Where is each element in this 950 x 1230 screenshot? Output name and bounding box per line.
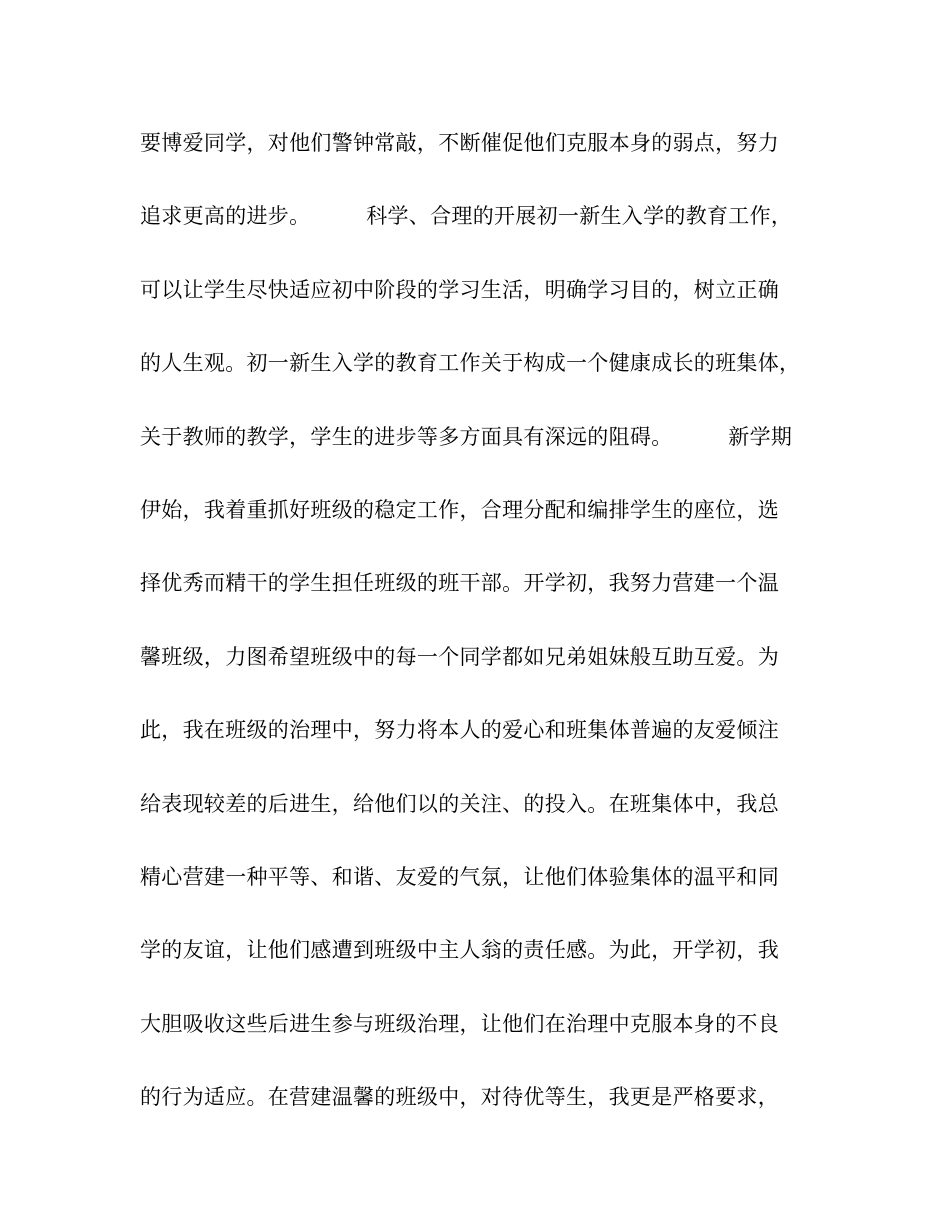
text-line-7: 择优秀而精干的学生担任班级的班干部。开学初，我努力营建一个温	[140, 571, 779, 596]
text-line-2: 追求更高的进步。 科学、合理的开展初一新生入学的教育工作，	[140, 204, 793, 229]
text-line-9: 此，我在班级的治理中，努力将本人的爱心和班集体普遍的友爱倾注	[140, 718, 779, 743]
text-line-5: 关于教师的教学，学生的进步等多方面具有深远的阻碍。 新学期	[140, 424, 793, 449]
text-line-6: 伊始，我着重抓好班级的稳定工作，合理分配和编排学生的座位，选	[140, 497, 779, 522]
text-line-8: 馨班级，力图希望班级中的每一个同学都如兄弟姐妹般互助互爱。为	[140, 644, 779, 669]
text-line-12: 学的友谊，让他们感遭到班级中主人翁的责任感。为此，开学初，我	[140, 938, 779, 963]
text-line-13: 大胆吸收这些后进生参与班级治理，让他们在治理中克服本身的不良	[140, 1011, 779, 1036]
text-line-10: 给表现较差的后进生，给他们以的关注、的投入。在班集体中，我总	[140, 791, 779, 816]
text-line-4: 的人生观。初一新生入学的教育工作关于构成一个健康成长的班集体，	[140, 351, 801, 376]
text-line-14: 的行为适应。在营建温馨的班级中，对待优等生，我更是严格要求，	[140, 1085, 779, 1110]
text-line-11: 精心营建一种平等、和谐、友爱的气氛，让他们体验集体的温平和同	[140, 864, 779, 889]
text-line-3: 可以让学生尽快适应初中阶段的学习生活，明确学习目的，树立正确	[140, 277, 779, 302]
body-text	[140, 122, 820, 1149]
text-line-1: 要博爱同学，对他们警钟常敲，不断催促他们克服本身的弱点，努力	[140, 131, 779, 155]
